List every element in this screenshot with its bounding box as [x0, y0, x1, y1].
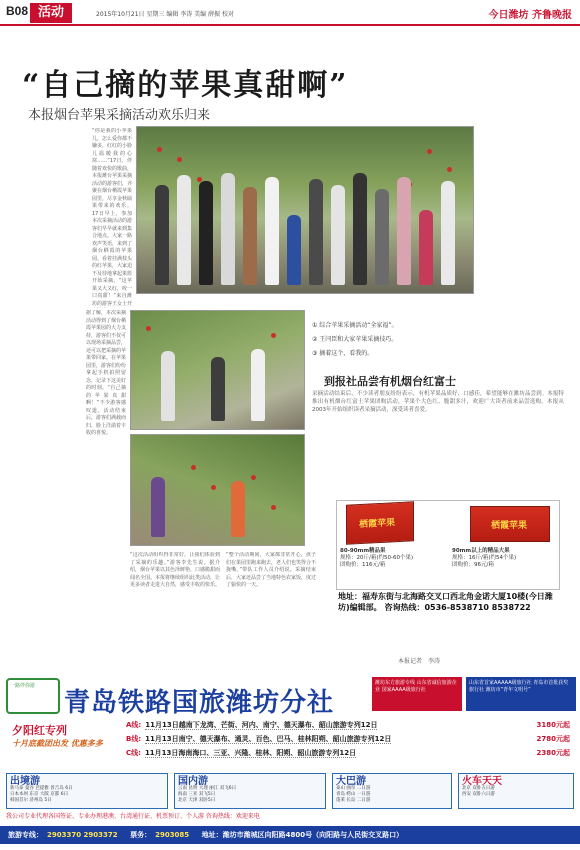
product-1-label — [340, 548, 440, 569]
page-header — [0, 0, 580, 26]
ad-info-2: 山东省首家AAAAA级旅行社 青岛市首批获奖旅行社 潍坊市“青年文明号” — [466, 677, 576, 711]
sunset-train-title: 夕阳红专列 — [12, 724, 67, 737]
footer-prefix: 旅游专线： — [8, 831, 43, 839]
route-b-text: 11月13日南宁、德天瀑布、通灵、百色、巴马、桂林阳朔、韶山旅游专列12日 — [145, 735, 392, 743]
sunset-train-sub: 十月底截团出发 优惠多多 — [12, 738, 103, 748]
ad-footer-bar — [0, 826, 580, 844]
route-c-code: C线: — [126, 749, 141, 757]
ad-logo — [6, 678, 60, 714]
headline: “自己摘的苹果真甜啊” — [22, 68, 349, 103]
caption-3: ③ 摘着这个，看我的。 — [312, 350, 374, 357]
product-2-price: 团购价：96元/箱 — [452, 562, 494, 568]
subheadline: 本报烟台苹果采摘活动欢乐归来 — [28, 108, 211, 123]
picking-photo — [130, 310, 305, 430]
group-photo — [136, 126, 474, 294]
product-2-spec: 规格：16斤/箱(约54个果) — [452, 555, 517, 561]
route-b-price: 2780元起 — [536, 735, 570, 743]
apple-gift-box-1 — [346, 501, 414, 545]
panel-train-title: 火车天天 — [462, 776, 502, 787]
child-picking-photo — [130, 434, 305, 546]
panel-outbound-line: 日本本州 东京 大阪 京都 6日 — [10, 792, 69, 797]
footer-address: 地址：潍坊市潍城区向阳路4800号（向阳路与人民街交叉路口） — [201, 831, 404, 839]
masthead-brand: 今日潍坊 齐鲁晚报 — [488, 10, 572, 21]
route-a — [126, 719, 576, 732]
product-1-name: 80-90mm精品果 — [340, 548, 386, 554]
ticket-label: 票务： — [130, 831, 152, 839]
apple-gift-box-2 — [470, 506, 550, 542]
route-c-price: 2380元起 — [536, 749, 570, 757]
route-a-code: A线: — [126, 721, 142, 729]
contact-address: 地址：福寿东街与北海路交叉口西北角金诺大厦10楼(今日潍坊)编辑部。 咨询热线：0536-8538710 8538722 — [338, 592, 553, 612]
panel-bus-line: 青岛 崂山 一日游 — [336, 792, 371, 797]
dateline: 2015年10月21日 星期三 编辑 李涛 美编 薛振 校对 — [96, 11, 234, 18]
route-b — [126, 733, 576, 746]
ad-logo-text: 一路伴你游 — [10, 683, 36, 689]
ad-info-1: 潍坊东方旅游专线 山东省诚信旅游企业 国家AAAA级旅行社 — [372, 677, 462, 711]
section-title: 活动 — [30, 3, 72, 23]
article-body-col1: “你是我的小苹果儿，怎么爱你都不嫌多，红红的小脸儿温暖我的心窝……”17日，伴随着欢快的歌曲，本报潍台苹果采摘活动的游客们，齐聚在烟台栖霞苹果园里，尽享金秋硕果带来的欢乐。17日早上，参加本次采摘活动的游客们早早就来到集合地点。大家一路欢声笑语，来到了烟台栖霞的苹果园。看着挂满枝头的红苹果，大家迫不及待地拿起果篮开始采摘。“这苹果又大又红，咬一口真甜！”来自潍坊的游客王女士开 — [92, 128, 132, 307]
panel-domestic-line: 云南 昆明 大理 丽江 双飞6日 — [178, 786, 237, 791]
sub-article-body: 采摘活动结束后，不少读者朋友纷纷表示，有机苹果品质好、口感佳，希望能够在潍坊品尝到。本报特推出有机烟台红富士苹果团购活动，苹果个大色红、脆甜多汁，欢迎广大读者前来品尝选购。本报从2003年开始组织读者采摘活动，深受读者喜爱。 — [312, 391, 564, 413]
panel-outbound-line: 新马泰 曼谷 芭提雅 普吉岛 6日 — [10, 786, 73, 791]
product-1-spec: 规格：20斤/箱(约50-60个果) — [340, 555, 414, 561]
gift-box-label-2: 栖霞苹果 — [491, 521, 528, 531]
panel-outbound-line: 韩国首尔 济州岛 5日 — [10, 798, 52, 803]
route-b-code: B线: — [126, 735, 142, 743]
product-2-name: 90mm以上的精品大果 — [452, 548, 510, 554]
article-body-col4: “整个活动期间，大家都非常开心，孩子们在果园里跑来跑去，老人们也笑得合不拢嘴。”带队工作人员介绍说。采摘结束后，大家还品尝了当地特色农家饭，度过了愉快的一天。 — [226, 552, 316, 588]
panel-domestic-line: 海南 三亚 双飞5日 — [178, 792, 216, 797]
ad-footnote: 我公司专业代理各国签证、专业办理港澳、台湾通行证、机票预订、个人游 咨询热线：欢迎来电 — [6, 813, 260, 820]
panel-bus-line: 蓬莱 长岛 二日游 — [336, 798, 371, 803]
panel-outbound-title: 出境游 — [10, 776, 40, 787]
route-a-text: 11月13日越南下龙湾、芒街、河内、南宁、德天瀑布、韶山旅游专列12日 — [145, 721, 378, 729]
byline: 本报记者 李涛 — [398, 658, 441, 665]
footer-phones: 2903370 2903372 — [47, 831, 118, 839]
caption-1: ① 综合苹果采摘活动“全家福”。 — [312, 322, 398, 329]
panel-domestic-title: 国内游 — [178, 776, 208, 787]
panel-train-line: 北京 双卧五日游 — [462, 786, 495, 791]
article-body-col3: “这次活动组织得非常好，让我们体验到了采摘的乐趣。”游客李先生说。据介绍，烟台苹果以其色泽鲜艳、口感脆甜而闻名全国。本报将继续组织此类活动，让更多读者走进大自然，感受丰收的快乐。 — [130, 552, 220, 588]
gift-box-label-1: 栖霞苹果 — [359, 518, 396, 531]
route-c — [126, 747, 576, 760]
product-1-price: 团购价：116元/箱 — [340, 562, 386, 568]
caption-2: ② 王闫臣和大家苹果采摘技巧。 — [312, 336, 398, 343]
panel-domestic-line: 北京 天津 双卧5日 — [178, 798, 216, 803]
ticket-phone: 2903085 — [155, 831, 190, 839]
page-number: B08 — [6, 4, 29, 18]
product-2-label — [452, 548, 556, 569]
sub-headline: 到报社品尝有机烟台红富士 — [324, 375, 456, 388]
ad-title: 青岛铁路国旅潍坊分社 — [64, 688, 335, 718]
route-c-text: 11月13日海南海口、三亚、兴隆、桂林、阳朔、韶山旅游专列12日 — [144, 749, 357, 757]
route-a-price: 3180元起 — [536, 721, 570, 729]
panel-bus-title: 大巴游 — [336, 776, 366, 787]
article-body-col2: 据了解，本次采摘活动得到了烟台栖霞苹果园的大力支持，游客们不仅可以现场采摘品尝，还可以把采摘的苹果带回家。在苹果园里，游客们纷纷拿起手机拍照留念，记录下这美好的时刻。“自己摘的苹果真甜啊！”不少游客感叹道。活动结束后，游客们满载而归，脸上洋溢着丰收的喜悦。 — [86, 310, 126, 436]
panel-bus-line: 泰山 曲阜 二日游 — [336, 786, 371, 791]
panel-train-line: 西安 双卧六日游 — [462, 792, 495, 797]
